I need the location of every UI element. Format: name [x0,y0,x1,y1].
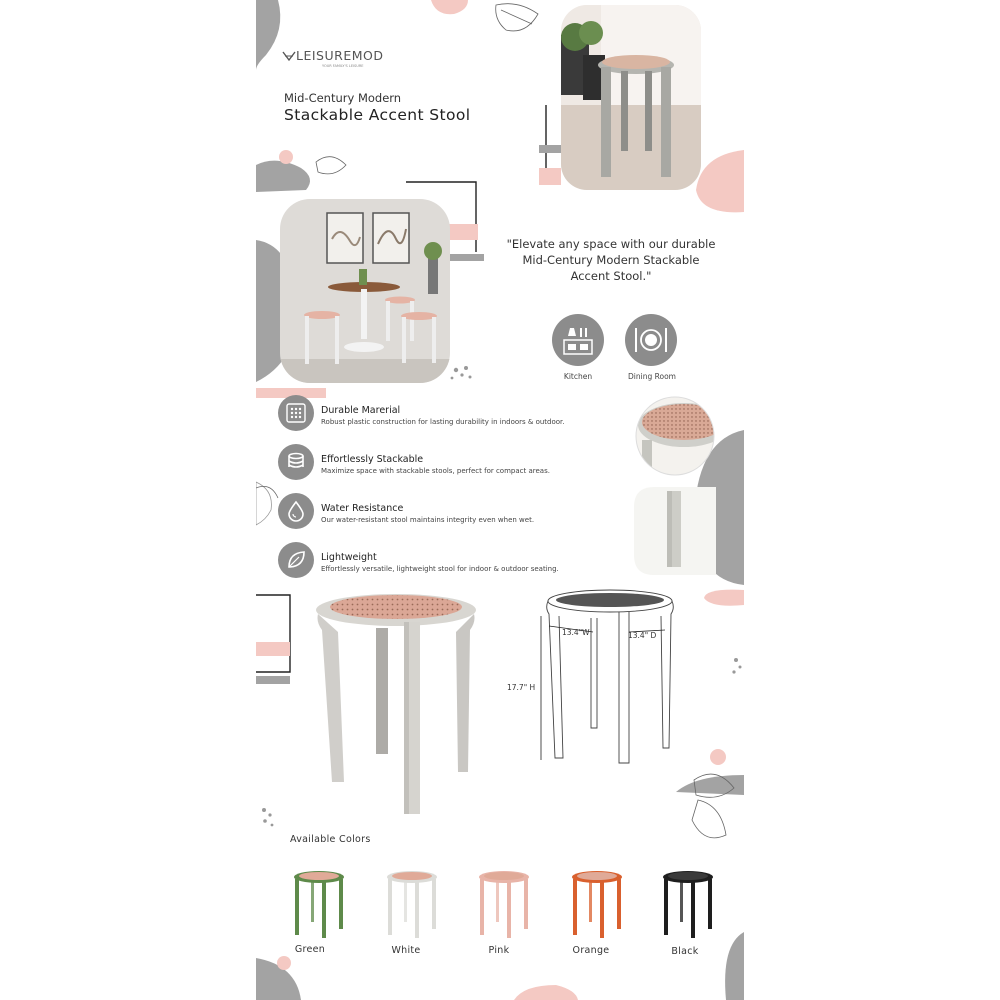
marketing-quote: "Elevate any space with our durable Mid-Century Modern Stackable Accent Stool." [506,237,716,283]
brand-name: LEISUREMOD [296,48,384,63]
feature-desc-stackable: Maximize space with stackable stools, perfect for compact areas. [321,467,550,475]
leg-detail-closeup [634,487,716,575]
product-infographic [256,0,744,1000]
dining-room-label: Dining Room [628,372,676,381]
feature-desc-water: Our water-resistant stool maintains integrity even when wet. [321,516,535,524]
feature-title-durable: Durable Marerial [321,405,401,416]
dimension-width: 13.4"W [562,628,590,637]
brand-tagline: YOUR FAMILY'S LEISURE [322,64,364,68]
stool-product-image [310,592,480,817]
swatch-stool-pink [476,870,532,938]
swatch-stool-white [384,870,440,938]
kitchen-icon [552,314,604,366]
dining-room-photo [280,199,450,383]
dimension-depth: 13.4" D [628,631,657,640]
swatch-stool-black [660,870,716,938]
available-colors-heading: Available Colors [290,834,371,845]
water-drop-icon [278,493,314,529]
color-label-black: Black [671,946,699,957]
feature-desc-durable: Robust plastic construction for lasting durability in indoors & outdoor. [321,418,565,426]
brand-mark-icon [282,50,296,62]
dimension-drawing [531,588,691,768]
stackable-icon [278,444,314,480]
stool-closeup-photo [561,5,701,190]
dining-room-icon [625,314,677,366]
feature-title-stackable: Effortlessly Stackable [321,454,424,465]
color-label-green: Green [294,944,326,955]
feature-title-water: Water Resistance [321,503,404,514]
kitchen-label: Kitchen [563,372,593,381]
product-title: Stackable Accent Stool [284,106,471,124]
color-label-pink: Pink [488,945,510,956]
dimension-height: 17.7" H [507,683,536,692]
leaf-icon [278,542,314,578]
color-label-orange: Orange [572,945,610,956]
brand-logo [282,48,384,68]
durable-material-icon [278,395,314,431]
color-label-white: White [391,945,421,956]
feature-desc-lightweight: Effortlessly versatile, lightweight stool for indoor & outdoor seating. [321,565,559,573]
swatch-stool-green [291,870,347,938]
feature-title-lightweight: Lightweight [321,552,377,563]
swatch-stool-orange [569,870,625,938]
seat-detail-closeup [634,395,716,477]
product-subtitle: Mid-Century Modern [284,91,402,105]
